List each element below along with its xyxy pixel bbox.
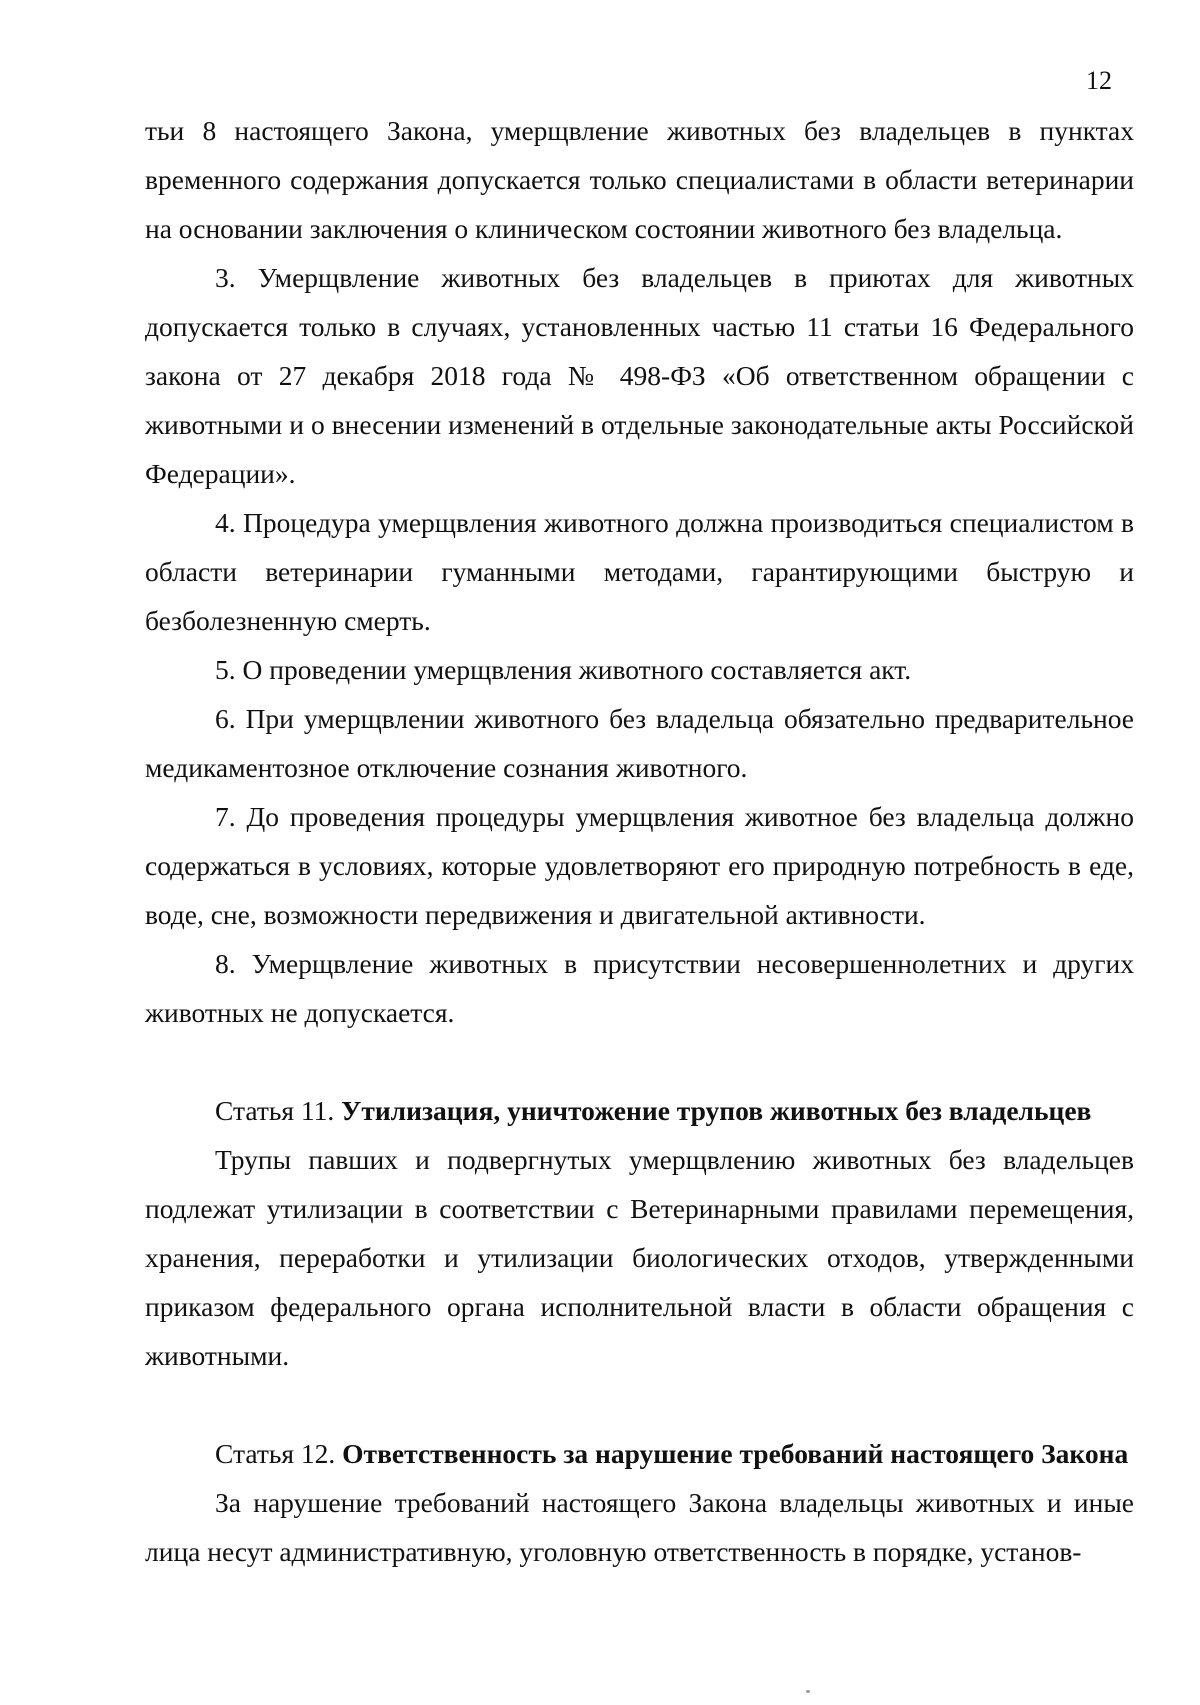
article-12-label: Статья 12. — [215, 1438, 343, 1469]
article-11-title: Утилизация, уничтожение трупов животных без владельцев — [341, 1095, 1092, 1126]
scan-speck — [806, 1690, 810, 1693]
paragraph-item-3: 3. Умерщвление животных без владельцев в приютах для животных допускается только в случаях, установленных частью 11 статьи 16 Федерального закона от 27 декабря 2018 года № 498-ФЗ «Об ответственном обращении с животными и о внесении изменений в отдельные законодательные акты Российской Федерации». — [145, 262, 1134, 489]
paragraph-item-4: 4. Процедура умерщвления животного должна производиться специалистом в области ветеринарии гуманными методами, гарантирующими быструю и безболезненную смерть. — [145, 507, 1134, 636]
article-11-label: Статья 11. — [215, 1095, 342, 1126]
article-12-heading — [145, 1429, 1134, 1478]
article-12-text: За нарушение требований настоящего Закона владельцы животных и иные лица несут административную, уголовную ответственность в порядке, установ- — [145, 1487, 1134, 1567]
paragraph-continuation: тьи 8 настоящего Закона, умерщвление животных без владельцев в пунктах временного содержания допускается только специалистами в области ветеринарии на основании заключения о клиническом состоянии животного без владельца. — [145, 115, 1134, 244]
paragraph-item-5: 5. О проведении умерщвления животного составляется акт. — [215, 654, 912, 685]
article-12-title: Ответственность за нарушение требований настоящего Закона — [342, 1438, 1129, 1469]
paragraph-item-7: 7. До проведения процедуры умерщвления животное без владельца должно содержаться в условиях, которые удовлетворяют его природную потребность в еде, воде, сне, возможности передвижения и двигательной активности. — [145, 801, 1134, 930]
document-body — [145, 106, 1134, 1576]
page-number: 12 — [1086, 66, 1112, 95]
article-11-heading — [145, 1086, 1134, 1135]
paragraph-item-8: 8. Умерщвление животных в присутствии несовершеннолетних и других животных не допускается. — [145, 948, 1134, 1028]
paragraph-item-6: 6. При умерщвлении животного без владельца обязательно предварительное медикаментозное отключение сознания животного. — [145, 703, 1134, 783]
article-11-text: Трупы павших и подвергнутых умерщвлению животных без владельцев подлежат утилизации в соответствии с Ветеринарными правилами перемещения, хранения, переработки и утилизации биологических отходов, утвержденными приказом федерального органа исполнительной власти в области обращения с животными. — [145, 1144, 1134, 1371]
